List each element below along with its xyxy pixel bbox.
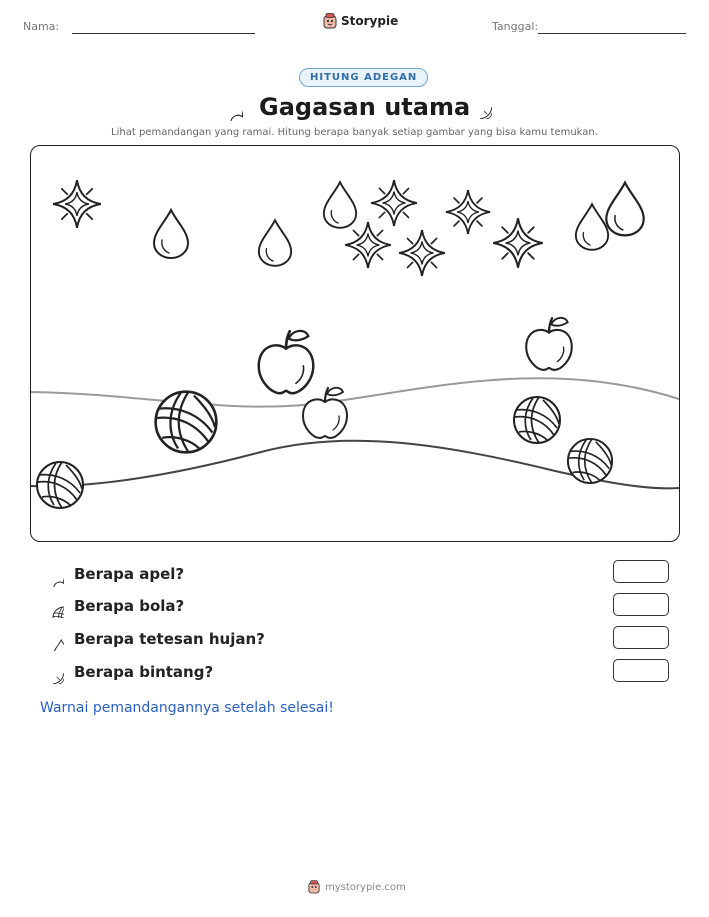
scene-illustration <box>31 146 679 541</box>
back-hill-line <box>31 378 679 406</box>
date-field-line[interactable] <box>538 33 686 34</box>
scene-volleyball <box>514 397 560 443</box>
footer-site: mystorypie.com <box>325 881 406 893</box>
scene-star <box>345 222 391 268</box>
footer <box>308 880 406 894</box>
question-text: Berapa tetesan hujan? <box>74 630 265 648</box>
storypie-mascot-icon <box>323 13 337 29</box>
volleyball-icon <box>40 594 64 618</box>
scene-raindrop <box>576 204 608 250</box>
answer-box-apples[interactable] <box>613 560 669 583</box>
question-text: Berapa bola? <box>74 597 185 615</box>
scene-star <box>399 230 445 276</box>
scene-volleyball <box>156 392 217 453</box>
scene-raindrop <box>606 183 643 236</box>
page-title: Gagasan utama <box>259 93 471 121</box>
counting-scene <box>30 145 680 542</box>
scene-raindrop <box>259 220 291 266</box>
date-label: Tanggal: <box>492 20 539 33</box>
scene-apple <box>259 331 314 393</box>
instructions: Lihat pemandangan yang ramai. Hitung berapa banyak setiap gambar yang bisa kamu temukan. <box>111 127 598 138</box>
apple-icon <box>40 561 64 587</box>
question-text: Berapa apel? <box>74 565 185 583</box>
scene-raindrop <box>154 210 188 258</box>
star-icon <box>40 660 64 684</box>
scene-volleyball <box>37 462 83 508</box>
scene-apple <box>303 388 347 438</box>
activity-badge: HITUNG ADEGAN <box>299 68 428 87</box>
answer-box-stars[interactable] <box>613 659 669 682</box>
question-row <box>40 594 184 618</box>
question-row <box>40 660 213 684</box>
question-row <box>40 627 265 651</box>
answer-box-balls[interactable] <box>613 593 669 616</box>
scene-volleyball <box>568 439 612 483</box>
answer-box-raindrops[interactable] <box>613 626 669 649</box>
question-row <box>40 561 184 587</box>
brand-name: Storypie <box>341 14 399 28</box>
scene-star <box>53 180 101 228</box>
scene-star <box>493 218 543 268</box>
question-text: Berapa bintang? <box>74 663 214 681</box>
raindrop-icon <box>40 627 64 651</box>
scene-star <box>446 190 490 234</box>
name-field-line[interactable] <box>72 33 255 34</box>
star-icon <box>466 93 492 119</box>
apple-icon <box>215 91 243 121</box>
scene-apple <box>526 318 572 370</box>
brand-logo <box>323 13 398 29</box>
storypie-mascot-icon <box>308 880 320 894</box>
name-label: Nama: <box>23 20 60 33</box>
scene-raindrop <box>324 182 356 228</box>
closing-instruction: Warnai pemandangannya setelah selesai! <box>40 700 334 716</box>
scene-star <box>371 180 417 226</box>
